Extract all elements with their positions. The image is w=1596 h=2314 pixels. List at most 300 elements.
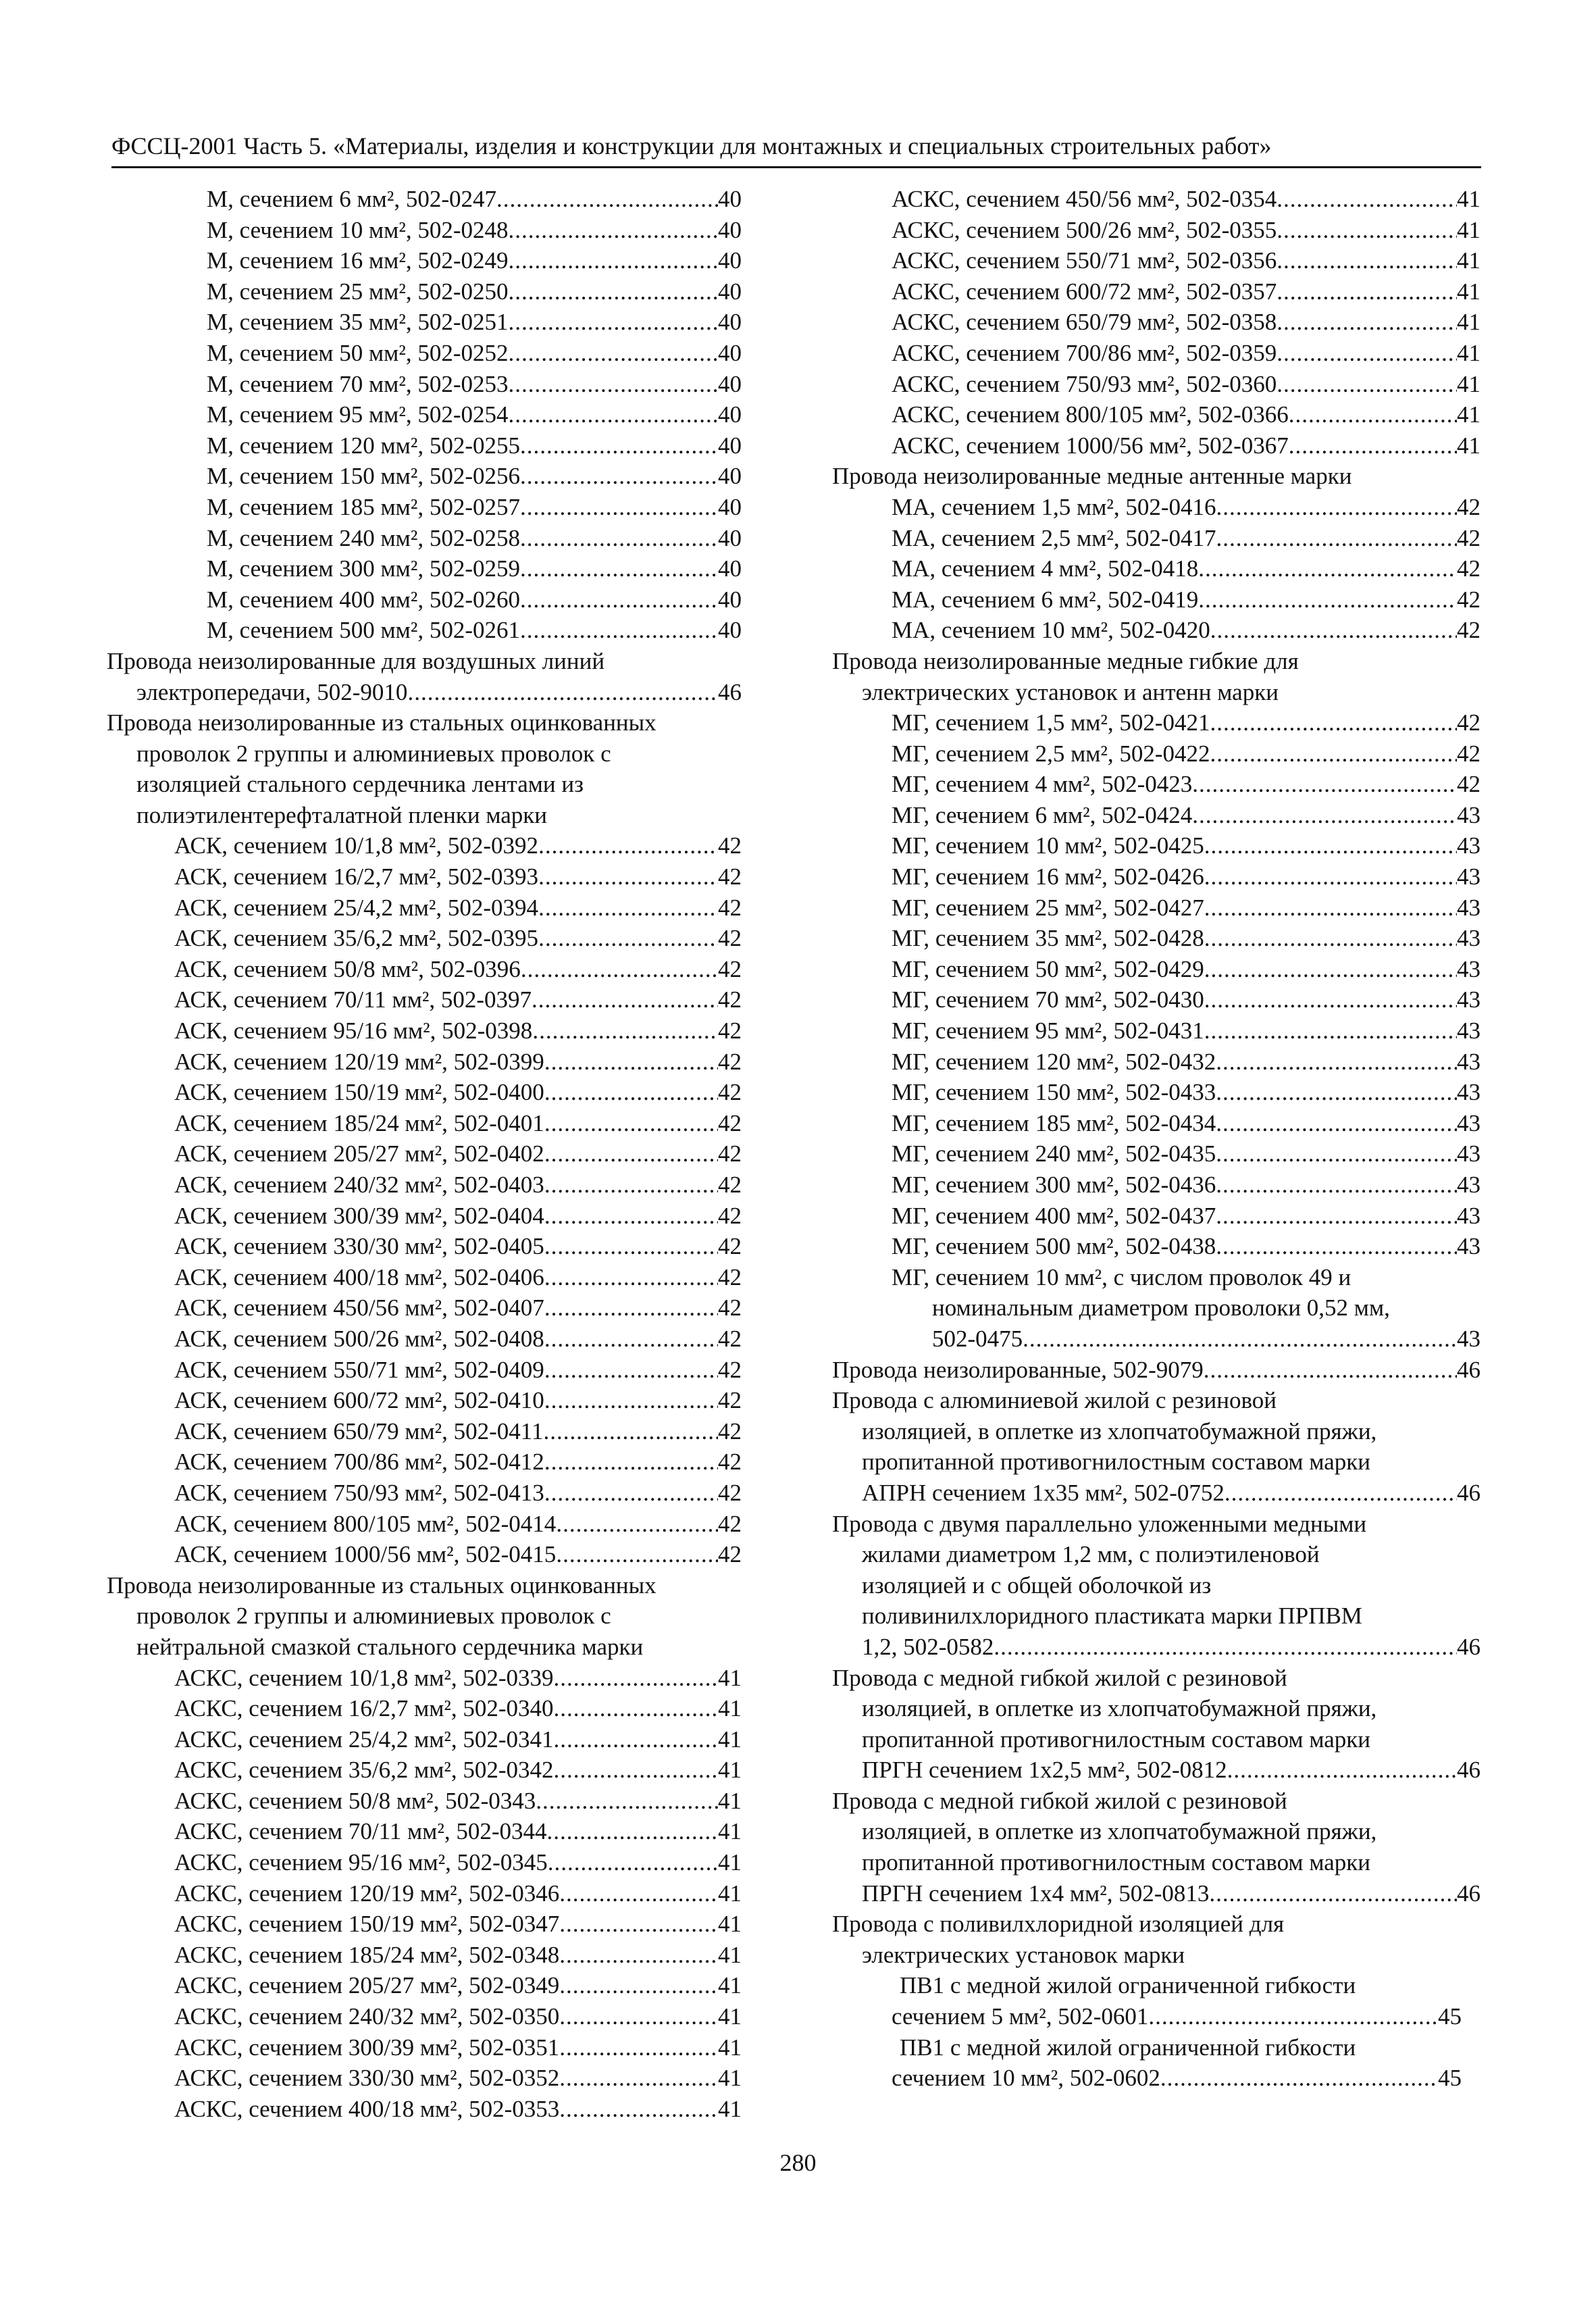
dot-leader: [536, 1786, 718, 1817]
entry-text: АСКС, сечением 16/2,7 мм², 502-0340: [174, 1695, 554, 1722]
entry-page: 41: [1457, 186, 1481, 212]
index-entry: [832, 338, 1481, 369]
entry-text: МГ, сечением 35 мм², 502-0428: [892, 925, 1204, 952]
index-entry: [107, 1786, 742, 1817]
index-entry: [107, 1416, 742, 1447]
entry-page: 43: [1457, 894, 1481, 921]
dot-leader: [544, 1169, 718, 1201]
entry-text: АСК, сечением 25/4,2 мм², 502-0394: [174, 894, 539, 921]
dot-leader: [554, 1755, 718, 1786]
index-entry: [832, 307, 1481, 338]
entry-page: 42: [718, 1172, 742, 1198]
entry-text: АСК, сечением 120/19 мм², 502-0399: [174, 1048, 544, 1075]
entry-page: 40: [718, 278, 742, 305]
index-entry: [107, 1478, 742, 1509]
index-heading-line: Провода с медной гибкой жилой с резиновой: [832, 1787, 1287, 1814]
entry-text: МА, сечением 10 мм², 502-0420: [892, 617, 1210, 644]
index-entry: [107, 830, 742, 861]
page-header: ФССЦ-2001 Часть 5. «Материалы, изделия и конструкции для монтажных и специальных строительных работ»: [111, 132, 1272, 159]
entry-page: 42: [718, 1479, 742, 1506]
index-entry: [832, 492, 1481, 523]
entry-text: АСКС, сечением 240/32 мм², 502-0350: [174, 2003, 560, 2030]
index-heading-line: пропитанной противогнилостным составом марки: [862, 1449, 1370, 1476]
entry-page: 43: [1457, 1048, 1481, 1075]
dot-leader: [508, 307, 718, 338]
entry-text: АСК, сечением 400/18 мм², 502-0406: [174, 1263, 544, 1290]
entry-page: 41: [718, 2034, 742, 2061]
index-heading-line: пропитанной противогнилостным составом марки: [862, 1726, 1370, 1753]
index-heading-line: ПВ1 с медной жилой ограниченной гибкости: [900, 1972, 1356, 1999]
dot-leader: [1225, 1478, 1457, 1509]
index-entry: [107, 1693, 742, 1724]
entry-page: 40: [718, 309, 742, 336]
index-heading-line: изоляцией, в оплетке из хлопчатобумажной пряжи,: [862, 1417, 1377, 1444]
entry-page: 42: [718, 1233, 742, 1260]
entry-text: МГ, сечением 150 мм², 502-0433: [892, 1079, 1216, 1106]
entry-page: 40: [718, 216, 742, 243]
dot-leader: [544, 1231, 718, 1262]
entry-page: 41: [1457, 278, 1481, 305]
index-heading-line: МГ, сечением 10 мм², с числом проволок 49 и: [892, 1263, 1352, 1290]
index-entry: [107, 1231, 742, 1262]
index-heading-line: номинальным диаметром проволоки 0,52 мм,: [932, 1294, 1390, 1322]
index-entry: [107, 615, 742, 646]
entry-text: М, сечением 50 мм², 502-0252: [207, 339, 509, 366]
entry-page: 42: [718, 1325, 742, 1352]
index-entry: [107, 923, 742, 954]
entry-text: АСКС, сечением 1000/56 мм², 502-0367: [892, 432, 1289, 459]
entry-text: АСК, сечением 330/30 мм², 502-0405: [174, 1233, 544, 1260]
dot-leader: [520, 523, 718, 554]
index-entry: [107, 553, 742, 584]
entry-page: 43: [1457, 1325, 1481, 1352]
entry-text: АСК, сечением 1000/56 мм², 502-0415: [174, 1541, 557, 1568]
entry-text: АСК, сечением 70/11 мм², 502-0397: [174, 986, 532, 1013]
dot-leader: [1277, 245, 1457, 276]
entry-page: 42: [718, 1263, 742, 1290]
dot-leader: [1216, 1047, 1457, 1078]
dot-leader: [538, 892, 718, 924]
index-entry: [832, 523, 1481, 554]
entry-text: АСКС, сечением 330/30 мм², 502-0352: [174, 2065, 560, 2092]
dot-leader: [520, 461, 718, 492]
entry-text: АСКС, сечением 750/93 мм², 502-0360: [892, 370, 1277, 397]
dot-leader: [1210, 615, 1457, 646]
dot-leader: [1216, 1169, 1457, 1201]
dot-leader: [1204, 1355, 1457, 1386]
entry-page: 41: [718, 1880, 742, 1907]
dot-leader: [508, 399, 718, 430]
entry-page: 43: [1457, 1140, 1481, 1167]
entry-text: АСК, сечением 240/32 мм², 502-0403: [174, 1172, 544, 1198]
entry-page: 41: [1457, 247, 1481, 274]
entry-page: 43: [1457, 801, 1481, 828]
entry-page: 46: [1457, 1880, 1481, 1907]
entry-page: 42: [718, 832, 742, 859]
dot-leader: [559, 1878, 718, 1909]
index-entry: [107, 861, 742, 892]
entry-page: 41: [718, 1818, 742, 1845]
index-entry: [107, 276, 742, 307]
index-entry: [107, 1015, 742, 1047]
entry-page: 43: [1457, 955, 1481, 982]
entry-page: 43: [1457, 1233, 1481, 1260]
dot-leader: [508, 369, 718, 400]
index-entry: [107, 1355, 742, 1386]
index-entry: [107, 1292, 742, 1324]
index-entry: [107, 1108, 742, 1139]
index-entry: [832, 369, 1481, 400]
entry-page: 40: [718, 524, 742, 551]
index-entry: [107, 1262, 742, 1293]
index-entry: [832, 1077, 1481, 1108]
entry-text: МГ, сечением 300 мм², 502-0436: [892, 1172, 1216, 1198]
dot-leader: [1148, 2001, 1438, 2032]
index-entry: [107, 1970, 742, 2001]
entry-page: 41: [718, 1972, 742, 1999]
entry-text: МГ, сечением 95 мм², 502-0431: [892, 1017, 1204, 1045]
entry-text: МГ, сечением 6 мм², 502-0424: [892, 801, 1193, 828]
dot-leader: [1289, 399, 1457, 430]
dot-leader: [544, 1385, 718, 1416]
dot-leader: [559, 1940, 718, 1971]
index-entry: [832, 984, 1481, 1015]
dot-leader: [544, 1292, 718, 1324]
entry-page: 42: [718, 1510, 742, 1537]
index-entry: [832, 584, 1481, 615]
entry-page: 41: [718, 2003, 742, 2030]
entry-text: АСКС, сечением 10/1,8 мм², 502-0339: [174, 1664, 554, 1691]
index-entry: [832, 892, 1481, 924]
dot-leader: [556, 1509, 718, 1540]
entry-page: 41: [718, 2095, 742, 2122]
index-entry: [107, 1138, 742, 1169]
index-heading-line: Провода неизолированные для воздушных линий: [107, 647, 605, 674]
index-entry: [832, 861, 1481, 892]
entry-text: М, сечением 185 мм², 502-0257: [207, 493, 520, 520]
index-heading-line: Провода с медной гибкой жилой с резиновой: [832, 1664, 1287, 1691]
entry-text: МГ, сечением 500 мм², 502-0438: [892, 1233, 1216, 1260]
entry-page: 41: [718, 1726, 742, 1753]
index-heading-line: ПВ1 с медной жилой ограниченной гибкости: [900, 2034, 1356, 2061]
dot-leader: [1216, 1138, 1457, 1169]
dot-leader: [554, 1724, 718, 1755]
dot-leader: [1277, 369, 1457, 400]
entry-page: 42: [718, 1387, 742, 1414]
index-entry: [107, 1940, 742, 1971]
dot-leader: [1192, 769, 1457, 800]
index-heading-line: поливинилхлоридного пластиката марки ПРПВМ: [862, 1603, 1362, 1630]
entry-page: 42: [718, 955, 742, 982]
dot-leader: [548, 1847, 718, 1878]
dot-leader: [559, 2001, 718, 2032]
index-entry: [832, 1047, 1481, 1078]
entry-text: МГ, сечением 25 мм², 502-0427: [892, 894, 1204, 921]
index-entry: [832, 1755, 1481, 1786]
index-heading-line: изоляцией, в оплетке из хлопчатобумажной пряжи,: [862, 1818, 1377, 1845]
entry-page: 42: [718, 1079, 742, 1106]
index-entry: [107, 492, 742, 523]
index-heading-line: Провода неизолированные из стальных оцинкованных: [107, 1571, 657, 1599]
dot-leader: [559, 1909, 718, 1940]
entry-page: 42: [718, 1109, 742, 1136]
index-entry: [107, 1878, 742, 1909]
entry-text: АСК, сечением 10/1,8 мм², 502-0392: [174, 832, 539, 859]
index-entry: [107, 1201, 742, 1232]
entry-text: АСКС, сечением 550/71 мм², 502-0356: [892, 247, 1277, 274]
index-entry: [832, 399, 1481, 430]
entry-text: М, сечением 10 мм², 502-0248: [207, 216, 509, 243]
index-entry: [832, 1108, 1481, 1139]
entry-page: 42: [1457, 740, 1481, 767]
header-rule: [111, 166, 1481, 168]
dot-leader: [538, 861, 718, 892]
entry-page: 42: [718, 1294, 742, 1322]
dot-leader: [1210, 738, 1457, 770]
entry-page: 46: [1457, 1479, 1481, 1506]
index-heading-line: проволок 2 группы и алюминиевых проволок с: [136, 740, 611, 767]
index-entry: [107, 1169, 742, 1201]
dot-leader: [556, 1539, 718, 1570]
page-number: 280: [779, 2149, 817, 2176]
index-entry: [832, 184, 1481, 215]
index-entry: [832, 800, 1481, 831]
entry-text: АСК, сечением 300/39 мм², 502-0404: [174, 1202, 544, 1229]
entry-page: 43: [1457, 863, 1481, 890]
entry-text: АСКС, сечением 150/19 мм², 502-0347: [174, 1911, 560, 1938]
dot-leader: [1216, 523, 1458, 554]
index-entry: [832, 923, 1481, 954]
index-heading-line: нейтральной смазкой стального сердечника марки: [136, 1633, 644, 1660]
entry-text: ПРГН сечением 1х2,5 мм², 502-0812: [862, 1757, 1227, 1784]
dot-leader: [520, 492, 718, 523]
index-entry: [832, 1632, 1481, 1663]
entry-text: МГ, сечением 4 мм², 502-0423: [892, 771, 1193, 798]
entry-text: электропередачи, 502-9010: [136, 678, 408, 705]
dot-leader: [544, 1077, 718, 1108]
entry-page: 41: [718, 1664, 742, 1691]
entry-text: АСК, сечением 95/16 мм², 502-0398: [174, 1017, 533, 1045]
dot-leader: [1204, 954, 1457, 985]
entry-text: АСК, сечением 185/24 мм², 502-0401: [174, 1109, 544, 1136]
dot-leader: [544, 1355, 718, 1386]
entry-page: 43: [1457, 832, 1481, 859]
dot-leader: [994, 1632, 1457, 1663]
dot-leader: [1209, 1878, 1457, 1909]
dot-leader: [1227, 1755, 1457, 1786]
entry-page: 46: [1457, 1757, 1481, 1784]
index-entry: [107, 523, 742, 554]
entry-page: 40: [718, 586, 742, 613]
entry-text: М, сечением 400 мм², 502-0260: [207, 586, 520, 613]
dot-leader: [1023, 1324, 1457, 1355]
entry-page: 41: [718, 1849, 742, 1876]
entry-page: 43: [1457, 925, 1481, 952]
entry-text: 1,2, 502-0582: [862, 1633, 994, 1660]
dot-leader: [508, 338, 718, 369]
dot-leader: [508, 276, 718, 307]
dot-leader: [1216, 492, 1458, 523]
dot-leader: [1198, 553, 1457, 584]
entry-page: 45: [1438, 2065, 1462, 2092]
entry-text: АСКС, сечением 70/11 мм², 502-0344: [174, 1818, 547, 1845]
dot-leader: [554, 1663, 718, 1694]
entry-text: сечением 5 мм², 502-0601: [892, 2003, 1149, 2030]
entry-text: М, сечением 120 мм², 502-0255: [207, 432, 520, 459]
entry-page: 42: [1457, 493, 1481, 520]
entry-page: 46: [718, 678, 742, 705]
entry-page: 42: [718, 1202, 742, 1229]
entry-text: М, сечением 150 мм², 502-0256: [207, 463, 520, 490]
dot-leader: [1204, 861, 1457, 892]
entry-text: АСКС, сечением 800/105 мм², 502-0366: [892, 401, 1289, 428]
entry-text: АСКС, сечением 500/26 мм², 502-0355: [892, 216, 1277, 243]
index-entry: [107, 307, 742, 338]
dot-leader: [544, 1478, 718, 1509]
dot-leader: [1204, 830, 1457, 861]
entry-page: 41: [718, 1695, 742, 1722]
dot-leader: [1210, 707, 1457, 738]
entry-page: 40: [718, 247, 742, 274]
entry-text: АПРН сечением 1х35 мм², 502-0752: [862, 1479, 1225, 1506]
entry-text: АСКС, сечением 205/27 мм², 502-0349: [174, 1972, 560, 1999]
entry-page: 42: [718, 986, 742, 1013]
dot-leader: [544, 1447, 718, 1478]
entry-text: МГ, сечением 1,5 мм², 502-0421: [892, 709, 1210, 736]
entry-page: 42: [718, 1140, 742, 1167]
entry-text: АСК, сечением 750/93 мм², 502-0413: [174, 1479, 544, 1506]
index-entry: [107, 430, 742, 461]
entry-text: АСКС, сечением 650/79 мм², 502-0358: [892, 309, 1277, 336]
entry-text: М, сечением 70 мм², 502-0253: [207, 370, 509, 397]
entry-text: АСК, сечением 50/8 мм², 502-0396: [174, 955, 521, 982]
entry-page: 42: [718, 1541, 742, 1568]
entry-page: 42: [718, 925, 742, 952]
dot-leader: [1198, 584, 1457, 615]
dot-leader: [1192, 800, 1457, 831]
entry-text: МГ, сечением 10 мм², 502-0425: [892, 832, 1204, 859]
entry-page: 42: [1457, 709, 1481, 736]
entry-text: МГ, сечением 2,5 мм², 502-0422: [892, 740, 1210, 767]
entry-text: АСКС, сечением 600/72 мм², 502-0357: [892, 278, 1277, 305]
index-entry: [107, 2032, 742, 2063]
index-entry: [107, 1509, 742, 1540]
index-entry: [107, 369, 742, 400]
entry-page: 41: [1457, 432, 1481, 459]
index-entry: [832, 1478, 1481, 1509]
index-entry: [832, 1878, 1481, 1909]
index-heading-line: изоляцией, в оплетке из хлопчатобумажной пряжи,: [862, 1695, 1377, 1722]
index-entry: [832, 1324, 1481, 1355]
index-heading-line: Провода неизолированные медные антенные марки: [832, 463, 1352, 490]
index-entry: [107, 245, 742, 276]
entry-page: 41: [1457, 370, 1481, 397]
left-column: [107, 184, 742, 2124]
index-entry: [832, 1169, 1481, 1201]
index-entry: [107, 954, 742, 985]
dot-leader: [1216, 1201, 1457, 1232]
entry-text: АСК, сечением 800/105 мм², 502-0414: [174, 1510, 557, 1537]
index-entry: [832, 1231, 1481, 1262]
entry-page: 42: [1457, 524, 1481, 551]
index-entry: [832, 738, 1481, 770]
index-entry: [107, 1077, 742, 1108]
index-heading-line: Провода неизолированные медные гибкие для: [832, 647, 1299, 674]
entry-text: МГ, сечением 16 мм², 502-0426: [892, 863, 1204, 890]
index-entry: [832, 1138, 1481, 1169]
entry-page: 42: [1457, 617, 1481, 644]
dot-leader: [532, 1015, 718, 1047]
dot-leader: [544, 1108, 718, 1139]
entry-page: 42: [718, 1356, 742, 1383]
index-heading-line: изоляцией стального сердечника лентами из: [136, 771, 584, 798]
dot-leader: [1160, 2063, 1438, 2094]
entry-text: АСКС, сечением 120/19 мм², 502-0346: [174, 1880, 560, 1907]
entry-text: МА, сечением 2,5 мм², 502-0417: [892, 524, 1216, 551]
entry-text: АСКС, сечением 50/8 мм², 502-0343: [174, 1787, 536, 1814]
index-heading-line: пропитанной противогнилостным составом марки: [862, 1849, 1370, 1876]
dot-leader: [538, 830, 718, 861]
entry-page: 41: [718, 1911, 742, 1938]
entry-text: М, сечением 25 мм², 502-0250: [207, 278, 509, 305]
entry-text: АСКС, сечением 400/18 мм², 502-0353: [174, 2095, 560, 2122]
index-entry: [107, 1909, 742, 1940]
index-entry: [832, 430, 1481, 461]
dot-leader: [520, 615, 718, 646]
dot-leader: [1204, 984, 1457, 1015]
dot-leader: [1289, 430, 1457, 461]
dot-leader: [1204, 923, 1457, 954]
dot-leader: [1277, 276, 1457, 307]
entry-text: МГ, сечением 240 мм², 502-0435: [892, 1140, 1216, 1167]
entry-page: 46: [1457, 1633, 1481, 1660]
entry-page: 40: [718, 617, 742, 644]
entry-text: АСК, сечением 550/71 мм², 502-0409: [174, 1356, 544, 1383]
index-entry: [832, 1355, 1481, 1386]
entry-text: АСК, сечением 16/2,7 мм², 502-0393: [174, 863, 539, 890]
entry-page: 42: [718, 894, 742, 921]
entry-page: 43: [1457, 1172, 1481, 1198]
dot-leader: [508, 245, 718, 276]
entry-text: АСКС, сечением 25/4,2 мм², 502-0341: [174, 1726, 554, 1753]
dot-leader: [1204, 892, 1457, 924]
index-heading-line: электрических установок и антенн марки: [862, 678, 1279, 705]
index-entry: [832, 245, 1481, 276]
dot-leader: [538, 923, 718, 954]
dot-leader: [544, 1324, 718, 1355]
index-heading-line: жилами диаметром 1,2 мм, с полиэтиленовой: [862, 1541, 1320, 1568]
index-heading-line: Провода с поливилхлоридной изоляцией для: [832, 1911, 1285, 1938]
entry-text: МГ, сечением 400 мм², 502-0437: [892, 1202, 1216, 1229]
index-entry: [107, 338, 742, 369]
entry-page: 42: [718, 1017, 742, 1045]
entry-page: 40: [718, 463, 742, 490]
entry-text: М, сечением 500 мм², 502-0261: [207, 617, 520, 644]
dot-leader: [544, 1138, 718, 1169]
index-entry: [832, 2001, 1481, 2032]
entry-text: АСК, сечением 450/56 мм², 502-0407: [174, 1294, 544, 1322]
dot-leader: [544, 1416, 719, 1447]
index-entry: [832, 615, 1481, 646]
index-entry: [107, 2094, 742, 2125]
dot-leader: [559, 1970, 718, 2001]
entry-page: 40: [718, 339, 742, 366]
index-entry: [832, 1015, 1481, 1047]
index-entry: [107, 1539, 742, 1570]
index-entry: [832, 769, 1481, 800]
dot-leader: [520, 553, 718, 584]
right-column: [832, 184, 1481, 2094]
